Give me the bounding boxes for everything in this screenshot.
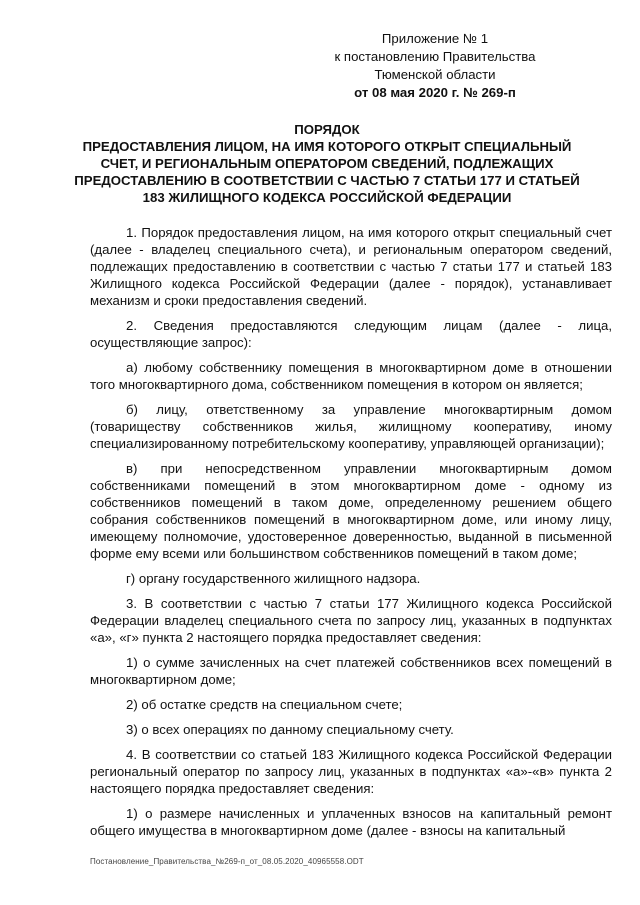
paragraph-2a: а) любому собственнику помещения в многоквартирном доме в отношении того многоквартирного дома, собственником помещения в котором он является; xyxy=(90,360,612,392)
paragraph-2g: г) органу государственного жилищного надзора. xyxy=(126,571,421,586)
appendix-region: Тюменской области xyxy=(374,67,496,82)
document-title xyxy=(70,121,584,206)
paragraph-4: 4. В соответствии со статьей 183 Жилищного кодекса Российской Федерации региональный оператор по запросу лиц, указанных в подпунктах «а»-«в» пункта 2 настоящего порядка предоставляет сведения: xyxy=(90,747,612,796)
document-body xyxy=(90,224,612,847)
file-name-footer: Постановление_Правительства_№269-п_от_08.05.2020_40965558.ODT xyxy=(90,857,364,866)
title-subject: ПРЕДОСТАВЛЕНИЯ ЛИЦОМ, НА ИМЯ КОТОРОГО ОТКРЫТ СПЕЦИАЛЬНЫЙ СЧЕТ, И РЕГИОНАЛЬНЫМ ОПЕРАТОРОМ СВЕДЕНИЙ, ПОДЛЕЖАЩИХ ПРЕДОСТАВЛЕНИЮ В СООТВЕТСТВИИ С ЧАСТЬЮ 7 СТАТЬИ 177 И СТАТЬЕЙ 183 ЖИЛИЩНОГО КОДЕКСА РОССИЙСКОЙ ФЕДЕРАЦИИ xyxy=(74,139,580,205)
title-main: ПОРЯДОК xyxy=(294,122,360,137)
paragraph-4-1: 1) о размере начисленных и уплаченных взносов на капитальный ремонт общего имущества в многоквартирном доме (далее - взносы на капитальный xyxy=(90,806,612,838)
paragraph-2b: б) лицу, ответственному за управление многоквартирным домом (товариществу собственников жилья, жилищному кооперативу, иному специализированному потребительскому кооперативу, управляющей организации); xyxy=(90,402,612,451)
appendix-header xyxy=(305,30,565,102)
paragraph-1: 1. Порядок предоставления лицом, на имя которого открыт специальный счет (далее - владелец специального счета), и региональным оператором сведений, подлежащих предоставлению в соответствии с частью 7 статьи 177 и статьей 183 Жилищного кодекса Российской Федерации (далее - порядок), устанавливает механизм и сроки предоставления сведений. xyxy=(90,225,612,308)
paragraph-3-2: 2) об остатке средств на специальном счете; xyxy=(126,697,403,712)
appendix-to-resolution: к постановлению Правительства xyxy=(334,49,536,64)
paragraph-3-1: 1) о сумме зачисленных на счет платежей собственников всех помещений в многоквартирном доме; xyxy=(90,655,612,687)
decree-date-number: от 08 мая 2020 г. № 269-п xyxy=(354,85,516,100)
paragraph-2: 2. Сведения предоставляются следующим лицам (далее - лица, осуществляющие запрос): xyxy=(90,318,612,350)
appendix-number: Приложение № 1 xyxy=(381,31,489,46)
paragraph-3-3: 3) о всех операциях по данному специальному счету. xyxy=(126,722,454,737)
paragraph-2v: в) при непосредственном управлении многоквартирным домом собственниками помещений в этом многоквартирном доме - одному из собственников помещений в таком доме, определенному решением общего собрания собственников помещений в многоквартирном доме, или иному лицу, имеющему полномочие, удостоверенное доверенностью, выданной в письменной форме ему всеми или большинством собственников помещений в таком доме; xyxy=(90,461,612,561)
paragraph-3: 3. В соответствии с частью 7 статьи 177 Жилищного кодекса Российской Федерации владелец специального счета по запросу лиц, указанных в подпунктах «а», «г» пункта 2 настоящего порядка предоставляет сведения: xyxy=(90,596,612,645)
